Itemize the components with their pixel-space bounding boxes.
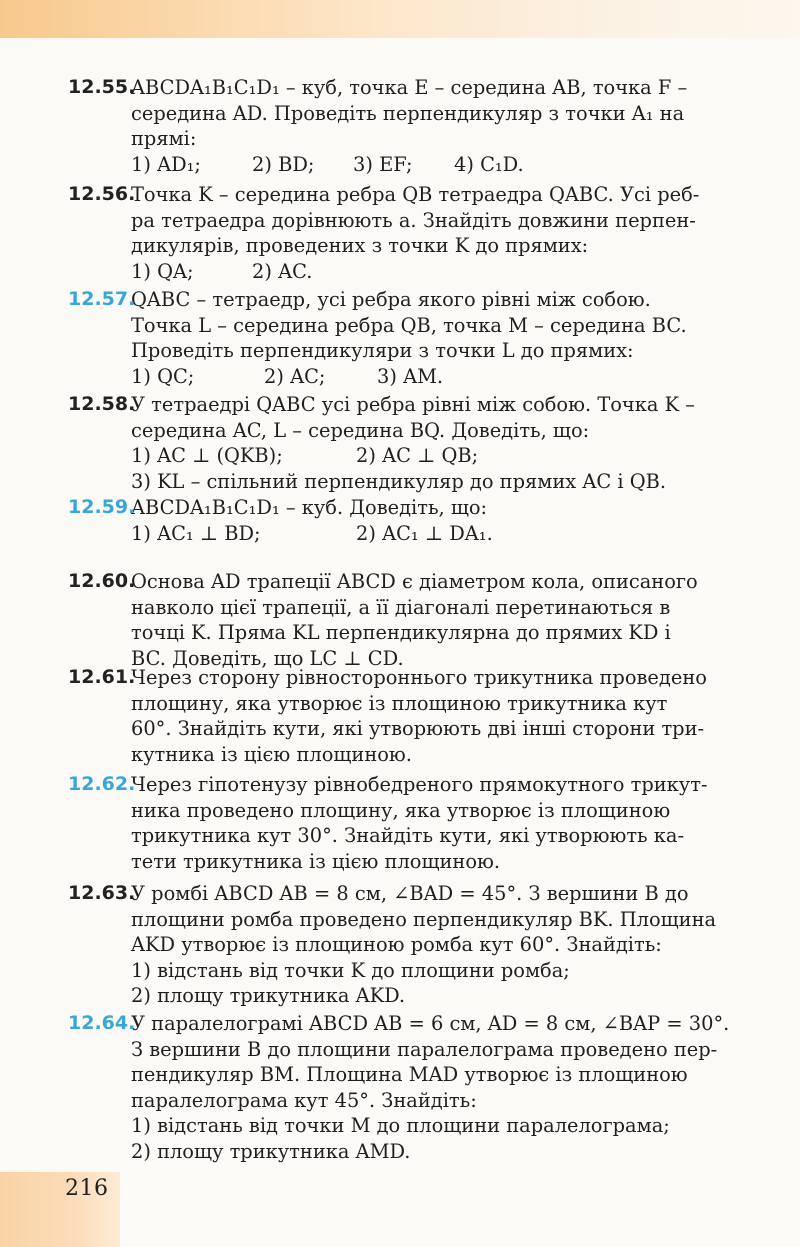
problem-12-55 [68,75,791,177]
answer-row [131,152,791,178]
problem-text-line: 2) площу трикутника AMD. [131,1139,411,1163]
problem-text-line: кутника із цією площиною. [131,742,412,766]
answer-row [131,469,791,495]
problem-text-line: Основа AD трапеції ABCD є діаметром кола, описаного [131,570,698,593]
problem-12-57 [68,287,791,389]
answer-option: 1) QC; [131,364,195,388]
answer-option: 3) KL – спільний перпендикуляр до прямих AC і QB. [131,469,667,493]
problem-text-line: середина AD. Проведіть перпендикуляр з точки A₁ на [131,101,685,125]
answer-option: 1) AD₁; [131,152,201,176]
problem-text-line: середина AC, L – середина BQ. Доведіть, що: [131,418,590,442]
problem-text-line: BC. Доведіть, що LC ⊥ CD. [131,646,404,670]
problem-number: 12.56. [68,183,136,205]
problem-text-line: У паралелограмі ABCD AB = 6 см, AD = 8 см, ∠BAP = 30°. [131,1012,730,1035]
problem-number: 12.63. [68,882,136,904]
problem-text-line: 60°. Знайдіть кути, які утворюють дві інші сторони три- [131,717,705,740]
problem-text-line: тети трикутника із цією площиною. [131,849,501,873]
top-decorative-band [0,0,800,38]
problem-text-line: Проведіть перпендикуляри з точки L до прямих: [131,339,634,362]
problem-text-line: У тетраедрі QABC усі ребра рівні між собою. Точка K – [131,393,695,416]
answer-row [131,364,791,390]
problem-text-line: Через гіпотенузу рівнобедреного прямокутного трикут- [131,773,708,796]
problem-text-line: Точка L – середина ребра QB, точка M – середина BC. [131,313,687,337]
problem-number: 12.58. [68,393,136,415]
problem-text-line: ника проведено площину, яка утворює із площиною [131,798,671,822]
answer-option: 1) AC ⊥ (QKB); [131,444,283,467]
answer-row [131,443,791,469]
problem-text-line: площини ромба проведено перпендикуляр BK. Площина [131,907,717,931]
problem-number: 12.57. [68,288,136,310]
problem-number: 12.55. [68,76,136,98]
answer-row [131,259,791,285]
problem-text-line: прямі: [131,127,197,150]
problem-number: 12.61. [68,666,136,688]
problem-number: 12.59. [68,496,136,518]
problem-text-line: пендикуляр BM. Площина MAD утворює із площиною [131,1063,688,1086]
answer-option: 2) AC₁ ⊥ DA₁. [356,521,493,545]
problem-text-line: З вершини B до площини паралелограма проведено пер- [131,1037,718,1061]
problem-text-line: 2) площу трикутника AKD. [131,984,406,1007]
problem-12-60 [68,569,791,671]
problem-12-59 [68,495,791,546]
problem-number: 12.60. [68,570,136,592]
answer-option: 2) BD; [252,152,315,176]
answer-option: 4) C₁D. [454,152,524,176]
problem-12-56 [68,182,791,284]
answer-option: 2) AC ⊥ QB; [356,444,479,467]
problem-12-64 [68,1011,791,1164]
problem-text-line: точці K. Пряма KL перпендикулярна до прямих KD і [131,621,671,644]
problem-text-line: дикулярів, проведених з точки K до прямих: [131,234,589,257]
problem-text-line: AKD утворює із площиною ромба кут 60°. Знайдіть: [131,933,662,956]
answer-option: 3) EF; [353,152,413,176]
problem-number: 12.62. [68,773,136,795]
problem-text-line: трикутника кут 30°. Знайдіть кути, які утворюють ка- [131,824,685,847]
problem-text-line: навколо цієї трапеції, а її діагоналі перетинаються в [131,595,671,619]
answer-option: 2) AC; [264,364,326,388]
problem-text-line: 1) відстань від точки M до площини паралелограма; [131,1114,670,1137]
problem-text-line: ра тетраедра дорівнюють a. Знайдіть довжини перпен- [131,208,696,232]
answer-option: 1) AC₁ ⊥ BD; [131,521,261,545]
problem-text-line: QABC – тетраедр, усі ребра якого рівні між собою. [131,288,651,311]
problem-text-line: ABCDA₁B₁C₁D₁ – куб, точка E – середина AB, точка F – [131,76,688,99]
answer-option: 1) QA; [131,259,194,283]
problem-text-line: ABCDA₁B₁C₁D₁ – куб. Доведіть, що: [131,496,488,519]
problem-text-line: У ромбі ABCD AB = 8 см, ∠BAD = 45°. З вершини B до [131,882,689,905]
problem-text-line: площину, яка утворює із площиною трикутника кут [131,691,668,715]
problem-text-line: паралелограма кут 45°. Знайдіть: [131,1088,477,1112]
answer-row [131,521,791,547]
problem-12-63 [68,881,791,1009]
answer-option: 3) AM. [377,364,444,388]
problem-12-62 [68,772,791,874]
page-number: 216 [65,1176,109,1201]
problem-text-line: 1) відстань від точки K до площини ромба; [131,958,570,982]
problem-number: 12.64. [68,1012,136,1034]
problem-text-line: Через сторону рівностороннього трикутника проведено [131,666,707,689]
problem-12-58 [68,392,791,494]
problem-12-61 [68,665,791,767]
answer-option: 2) AC. [252,259,313,283]
problem-text-line: Точка K – середина ребра QB тетраедра QABC. Усі реб- [131,183,700,206]
